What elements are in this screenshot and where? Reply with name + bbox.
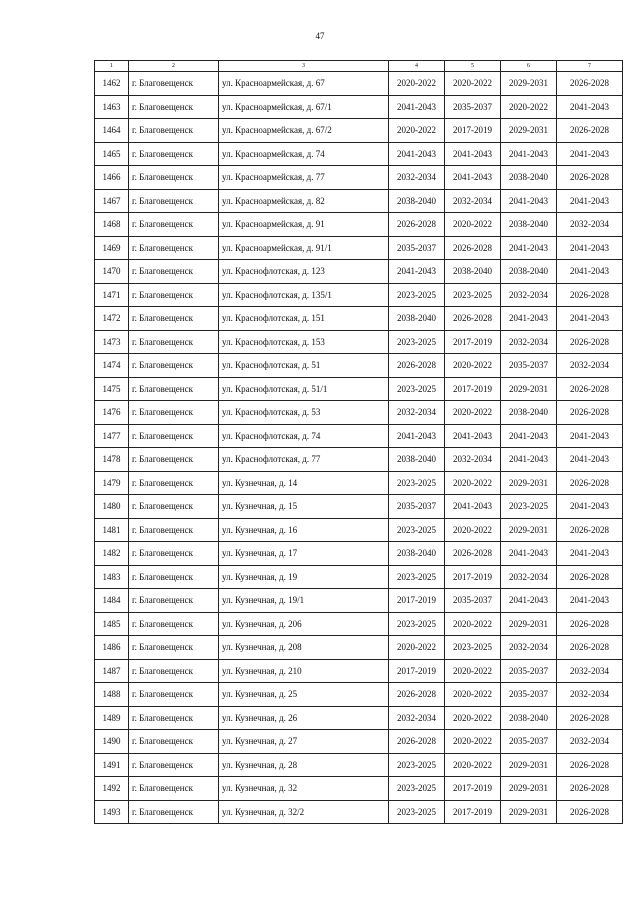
table-row bbox=[95, 354, 623, 378]
table-row bbox=[95, 800, 623, 824]
table-row bbox=[95, 612, 623, 636]
period-cell-6: 2029-2031 bbox=[501, 119, 557, 143]
city-cell: г. Благовещенск bbox=[129, 800, 219, 824]
period-cell-4: 2041-2043 bbox=[389, 142, 445, 166]
period-cell-4: 2035-2037 bbox=[389, 236, 445, 260]
period-cell-6: 2041-2043 bbox=[501, 307, 557, 331]
period-cell-7: 2026-2028 bbox=[557, 612, 623, 636]
table-row bbox=[95, 542, 623, 566]
row-number: 1462 bbox=[95, 72, 129, 96]
period-cell-7: 2032-2034 bbox=[557, 659, 623, 683]
period-cell-6: 2029-2031 bbox=[501, 753, 557, 777]
table-row bbox=[95, 401, 623, 425]
row-number: 1485 bbox=[95, 612, 129, 636]
period-cell-6: 2041-2043 bbox=[501, 424, 557, 448]
row-number: 1487 bbox=[95, 659, 129, 683]
city-cell: г. Благовещенск bbox=[129, 706, 219, 730]
period-cell-4: 2038-2040 bbox=[389, 542, 445, 566]
period-cell-6: 2032-2034 bbox=[501, 636, 557, 660]
table-row bbox=[95, 142, 623, 166]
row-number: 1466 bbox=[95, 166, 129, 190]
period-cell-6: 2041-2043 bbox=[501, 542, 557, 566]
period-cell-7: 2041-2043 bbox=[557, 95, 623, 119]
table-row bbox=[95, 119, 623, 143]
table-row bbox=[95, 636, 623, 660]
period-cell-5: 2017-2019 bbox=[445, 330, 501, 354]
period-cell-5: 2017-2019 bbox=[445, 800, 501, 824]
period-cell-7: 2026-2028 bbox=[557, 330, 623, 354]
city-cell: г. Благовещенск bbox=[129, 471, 219, 495]
city-cell: г. Благовещенск bbox=[129, 659, 219, 683]
period-cell-4: 2023-2025 bbox=[389, 471, 445, 495]
row-number: 1482 bbox=[95, 542, 129, 566]
period-cell-6: 2023-2025 bbox=[501, 495, 557, 519]
city-cell: г. Благовещенск bbox=[129, 236, 219, 260]
period-cell-5: 2026-2028 bbox=[445, 542, 501, 566]
period-cell-7: 2041-2043 bbox=[557, 260, 623, 284]
period-cell-4: 2026-2028 bbox=[389, 730, 445, 754]
city-cell: г. Благовещенск bbox=[129, 495, 219, 519]
address-cell: ул. Кузнечная, д. 19/1 bbox=[219, 589, 389, 613]
column-header-5: 5 bbox=[445, 61, 501, 72]
address-cell: ул. Кузнечная, д. 16 bbox=[219, 518, 389, 542]
address-cell: ул. Краснофлотская, д. 51 bbox=[219, 354, 389, 378]
period-cell-6: 2029-2031 bbox=[501, 777, 557, 801]
period-cell-4: 2026-2028 bbox=[389, 354, 445, 378]
address-cell: ул. Кузнечная, д. 32 bbox=[219, 777, 389, 801]
period-cell-6: 2032-2034 bbox=[501, 565, 557, 589]
row-number: 1463 bbox=[95, 95, 129, 119]
address-cell: ул. Красноармейская, д. 91/1 bbox=[219, 236, 389, 260]
period-cell-7: 2032-2034 bbox=[557, 683, 623, 707]
address-cell: ул. Кузнечная, д. 14 bbox=[219, 471, 389, 495]
city-cell: г. Благовещенск bbox=[129, 589, 219, 613]
row-number: 1475 bbox=[95, 377, 129, 401]
address-cell: ул. Кузнечная, д. 206 bbox=[219, 612, 389, 636]
address-cell: ул. Кузнечная, д. 26 bbox=[219, 706, 389, 730]
period-cell-4: 2041-2043 bbox=[389, 95, 445, 119]
city-cell: г. Благовещенск bbox=[129, 730, 219, 754]
period-cell-4: 2020-2022 bbox=[389, 72, 445, 96]
table-row bbox=[95, 283, 623, 307]
city-cell: г. Благовещенск bbox=[129, 777, 219, 801]
city-cell: г. Благовещенск bbox=[129, 753, 219, 777]
row-number: 1480 bbox=[95, 495, 129, 519]
period-cell-6: 2038-2040 bbox=[501, 213, 557, 237]
period-cell-5: 2017-2019 bbox=[445, 777, 501, 801]
city-cell: г. Благовещенск bbox=[129, 448, 219, 472]
address-cell: ул. Красноармейская, д. 82 bbox=[219, 189, 389, 213]
period-cell-5: 2020-2022 bbox=[445, 213, 501, 237]
row-number: 1479 bbox=[95, 471, 129, 495]
city-cell: г. Благовещенск bbox=[129, 330, 219, 354]
address-cell: ул. Краснофлотская, д. 135/1 bbox=[219, 283, 389, 307]
period-cell-5: 2041-2043 bbox=[445, 424, 501, 448]
period-cell-5: 2041-2043 bbox=[445, 495, 501, 519]
period-cell-7: 2041-2043 bbox=[557, 424, 623, 448]
period-cell-5: 2035-2037 bbox=[445, 95, 501, 119]
period-cell-7: 2026-2028 bbox=[557, 166, 623, 190]
period-cell-4: 2041-2043 bbox=[389, 424, 445, 448]
table-row bbox=[95, 213, 623, 237]
period-cell-7: 2026-2028 bbox=[557, 283, 623, 307]
period-cell-6: 2041-2043 bbox=[501, 142, 557, 166]
period-cell-5: 2020-2022 bbox=[445, 730, 501, 754]
table-row bbox=[95, 753, 623, 777]
period-cell-5: 2020-2022 bbox=[445, 72, 501, 96]
period-cell-4: 2023-2025 bbox=[389, 753, 445, 777]
period-cell-7: 2032-2034 bbox=[557, 730, 623, 754]
period-cell-4: 2041-2043 bbox=[389, 260, 445, 284]
period-cell-4: 2038-2040 bbox=[389, 307, 445, 331]
period-cell-7: 2041-2043 bbox=[557, 542, 623, 566]
city-cell: г. Благовещенск bbox=[129, 518, 219, 542]
period-cell-5: 2020-2022 bbox=[445, 518, 501, 542]
period-cell-7: 2026-2028 bbox=[557, 753, 623, 777]
period-cell-6: 2032-2034 bbox=[501, 283, 557, 307]
column-header-2: 2 bbox=[129, 61, 219, 72]
period-cell-7: 2026-2028 bbox=[557, 401, 623, 425]
table-row bbox=[95, 72, 623, 96]
table-row bbox=[95, 307, 623, 331]
address-cell: ул. Кузнечная, д. 210 bbox=[219, 659, 389, 683]
period-cell-6: 2029-2031 bbox=[501, 518, 557, 542]
city-cell: г. Благовещенск bbox=[129, 636, 219, 660]
address-cell: ул. Кузнечная, д. 32/2 bbox=[219, 800, 389, 824]
period-cell-7: 2026-2028 bbox=[557, 706, 623, 730]
row-number: 1472 bbox=[95, 307, 129, 331]
period-cell-5: 2023-2025 bbox=[445, 636, 501, 660]
address-cell: ул. Краснофлотская, д. 51/1 bbox=[219, 377, 389, 401]
row-number: 1471 bbox=[95, 283, 129, 307]
city-cell: г. Благовещенск bbox=[129, 565, 219, 589]
table-row bbox=[95, 518, 623, 542]
period-cell-6: 2035-2037 bbox=[501, 730, 557, 754]
schedule-table bbox=[94, 60, 623, 824]
period-cell-7: 2026-2028 bbox=[557, 777, 623, 801]
period-cell-7: 2041-2043 bbox=[557, 236, 623, 260]
period-cell-6: 2038-2040 bbox=[501, 401, 557, 425]
row-number: 1481 bbox=[95, 518, 129, 542]
table-row bbox=[95, 330, 623, 354]
address-cell: ул. Красноармейская, д. 67/2 bbox=[219, 119, 389, 143]
table-row bbox=[95, 189, 623, 213]
period-cell-5: 2020-2022 bbox=[445, 612, 501, 636]
table-body bbox=[95, 72, 623, 824]
period-cell-4: 2020-2022 bbox=[389, 119, 445, 143]
period-cell-6: 2038-2040 bbox=[501, 706, 557, 730]
city-cell: г. Благовещенск bbox=[129, 354, 219, 378]
period-cell-7: 2026-2028 bbox=[557, 800, 623, 824]
city-cell: г. Благовещенск bbox=[129, 401, 219, 425]
row-number: 1470 bbox=[95, 260, 129, 284]
address-cell: ул. Кузнечная, д. 15 bbox=[219, 495, 389, 519]
address-cell: ул. Кузнечная, д. 27 bbox=[219, 730, 389, 754]
period-cell-4: 2032-2034 bbox=[389, 401, 445, 425]
table-row bbox=[95, 683, 623, 707]
row-number: 1490 bbox=[95, 730, 129, 754]
period-cell-4: 2023-2025 bbox=[389, 518, 445, 542]
period-cell-7: 2026-2028 bbox=[557, 119, 623, 143]
period-cell-5: 2041-2043 bbox=[445, 166, 501, 190]
period-cell-7: 2032-2034 bbox=[557, 354, 623, 378]
address-cell: ул. Кузнечная, д. 25 bbox=[219, 683, 389, 707]
period-cell-5: 2035-2037 bbox=[445, 589, 501, 613]
period-cell-4: 2038-2040 bbox=[389, 189, 445, 213]
address-cell: ул. Красноармейская, д. 67/1 bbox=[219, 95, 389, 119]
period-cell-7: 2041-2043 bbox=[557, 448, 623, 472]
city-cell: г. Благовещенск bbox=[129, 142, 219, 166]
address-cell: ул. Кузнечная, д. 208 bbox=[219, 636, 389, 660]
period-cell-7: 2026-2028 bbox=[557, 72, 623, 96]
table-row bbox=[95, 448, 623, 472]
period-cell-4: 2038-2040 bbox=[389, 448, 445, 472]
address-cell: ул. Красноармейская, д. 74 bbox=[219, 142, 389, 166]
city-cell: г. Благовещенск bbox=[129, 307, 219, 331]
period-cell-6: 2032-2034 bbox=[501, 330, 557, 354]
address-cell: ул. Кузнечная, д. 17 bbox=[219, 542, 389, 566]
row-number: 1476 bbox=[95, 401, 129, 425]
address-cell: ул. Краснофлотская, д. 74 bbox=[219, 424, 389, 448]
period-cell-4: 2023-2025 bbox=[389, 800, 445, 824]
city-cell: г. Благовещенск bbox=[129, 260, 219, 284]
city-cell: г. Благовещенск bbox=[129, 119, 219, 143]
row-number: 1464 bbox=[95, 119, 129, 143]
city-cell: г. Благовещенск bbox=[129, 213, 219, 237]
column-header-3: 3 bbox=[219, 61, 389, 72]
address-cell: ул. Красноармейская, д. 67 bbox=[219, 72, 389, 96]
row-number: 1465 bbox=[95, 142, 129, 166]
table-row bbox=[95, 706, 623, 730]
period-cell-7: 2026-2028 bbox=[557, 377, 623, 401]
row-number: 1483 bbox=[95, 565, 129, 589]
city-cell: г. Благовещенск bbox=[129, 72, 219, 96]
period-cell-4: 2023-2025 bbox=[389, 283, 445, 307]
period-cell-7: 2041-2043 bbox=[557, 495, 623, 519]
period-cell-6: 2020-2022 bbox=[501, 95, 557, 119]
period-cell-4: 2023-2025 bbox=[389, 377, 445, 401]
period-cell-7: 2026-2028 bbox=[557, 471, 623, 495]
period-cell-7: 2026-2028 bbox=[557, 518, 623, 542]
period-cell-5: 2020-2022 bbox=[445, 753, 501, 777]
city-cell: г. Благовещенск bbox=[129, 683, 219, 707]
period-cell-4: 2017-2019 bbox=[389, 589, 445, 613]
row-number: 1486 bbox=[95, 636, 129, 660]
column-header-6: 6 bbox=[501, 61, 557, 72]
row-number: 1484 bbox=[95, 589, 129, 613]
row-number: 1467 bbox=[95, 189, 129, 213]
table-row bbox=[95, 471, 623, 495]
period-cell-7: 2026-2028 bbox=[557, 636, 623, 660]
period-cell-4: 2023-2025 bbox=[389, 612, 445, 636]
period-cell-6: 2038-2040 bbox=[501, 260, 557, 284]
period-cell-5: 2017-2019 bbox=[445, 119, 501, 143]
period-cell-7: 2032-2034 bbox=[557, 213, 623, 237]
row-number: 1468 bbox=[95, 213, 129, 237]
row-number: 1478 bbox=[95, 448, 129, 472]
table-row bbox=[95, 377, 623, 401]
city-cell: г. Благовещенск bbox=[129, 189, 219, 213]
period-cell-4: 2032-2034 bbox=[389, 706, 445, 730]
period-cell-6: 2041-2043 bbox=[501, 589, 557, 613]
row-number: 1473 bbox=[95, 330, 129, 354]
period-cell-5: 2026-2028 bbox=[445, 236, 501, 260]
city-cell: г. Благовещенск bbox=[129, 166, 219, 190]
table-row bbox=[95, 95, 623, 119]
period-cell-4: 2023-2025 bbox=[389, 565, 445, 589]
period-cell-5: 2017-2019 bbox=[445, 565, 501, 589]
period-cell-6: 2041-2043 bbox=[501, 236, 557, 260]
table-row bbox=[95, 730, 623, 754]
address-cell: ул. Красноармейская, д. 77 bbox=[219, 166, 389, 190]
period-cell-5: 2020-2022 bbox=[445, 683, 501, 707]
period-cell-4: 2026-2028 bbox=[389, 683, 445, 707]
period-cell-7: 2041-2043 bbox=[557, 307, 623, 331]
address-cell: ул. Кузнечная, д. 19 bbox=[219, 565, 389, 589]
address-cell: ул. Краснофлотская, д. 151 bbox=[219, 307, 389, 331]
table-row bbox=[95, 166, 623, 190]
period-cell-4: 2032-2034 bbox=[389, 166, 445, 190]
address-cell: ул. Краснофлотская, д. 153 bbox=[219, 330, 389, 354]
period-cell-6: 2035-2037 bbox=[501, 354, 557, 378]
period-cell-5: 2038-2040 bbox=[445, 260, 501, 284]
period-cell-6: 2041-2043 bbox=[501, 448, 557, 472]
table-row bbox=[95, 424, 623, 448]
row-number: 1492 bbox=[95, 777, 129, 801]
row-number: 1491 bbox=[95, 753, 129, 777]
period-cell-6: 2029-2031 bbox=[501, 612, 557, 636]
period-cell-5: 2020-2022 bbox=[445, 471, 501, 495]
period-cell-6: 2035-2037 bbox=[501, 683, 557, 707]
page-number: 47 bbox=[315, 31, 325, 41]
address-cell: ул. Краснофлотская, д. 123 bbox=[219, 260, 389, 284]
period-cell-6: 2029-2031 bbox=[501, 800, 557, 824]
period-cell-5: 2020-2022 bbox=[445, 706, 501, 730]
column-header-1: 1 bbox=[95, 61, 129, 72]
period-cell-6: 2029-2031 bbox=[501, 471, 557, 495]
row-number: 1477 bbox=[95, 424, 129, 448]
period-cell-5: 2017-2019 bbox=[445, 377, 501, 401]
row-number: 1489 bbox=[95, 706, 129, 730]
table-row bbox=[95, 260, 623, 284]
period-cell-5: 2023-2025 bbox=[445, 283, 501, 307]
period-cell-4: 2023-2025 bbox=[389, 777, 445, 801]
address-cell: ул. Краснофлотская, д. 53 bbox=[219, 401, 389, 425]
period-cell-5: 2041-2043 bbox=[445, 142, 501, 166]
period-cell-5: 2026-2028 bbox=[445, 307, 501, 331]
address-cell: ул. Кузнечная, д. 28 bbox=[219, 753, 389, 777]
table-row bbox=[95, 565, 623, 589]
city-cell: г. Благовещенск bbox=[129, 424, 219, 448]
period-cell-6: 2038-2040 bbox=[501, 166, 557, 190]
city-cell: г. Благовещенск bbox=[129, 283, 219, 307]
period-cell-6: 2029-2031 bbox=[501, 377, 557, 401]
row-number: 1469 bbox=[95, 236, 129, 260]
column-header-4: 4 bbox=[389, 61, 445, 72]
period-cell-5: 2032-2034 bbox=[445, 448, 501, 472]
period-cell-7: 2041-2043 bbox=[557, 189, 623, 213]
period-cell-5: 2020-2022 bbox=[445, 659, 501, 683]
table-row bbox=[95, 777, 623, 801]
period-cell-4: 2023-2025 bbox=[389, 330, 445, 354]
period-cell-4: 2017-2019 bbox=[389, 659, 445, 683]
city-cell: г. Благовещенск bbox=[129, 542, 219, 566]
header-row bbox=[95, 61, 623, 72]
address-cell: ул. Красноармейская, д. 91 bbox=[219, 213, 389, 237]
city-cell: г. Благовещенск bbox=[129, 612, 219, 636]
table-row bbox=[95, 495, 623, 519]
table-row bbox=[95, 659, 623, 683]
period-cell-5: 2020-2022 bbox=[445, 401, 501, 425]
address-cell: ул. Краснофлотская, д. 77 bbox=[219, 448, 389, 472]
column-header-7: 7 bbox=[557, 61, 623, 72]
period-cell-4: 2035-2037 bbox=[389, 495, 445, 519]
table-row bbox=[95, 589, 623, 613]
period-cell-5: 2032-2034 bbox=[445, 189, 501, 213]
city-cell: г. Благовещенск bbox=[129, 377, 219, 401]
row-number: 1488 bbox=[95, 683, 129, 707]
city-cell: г. Благовещенск bbox=[129, 95, 219, 119]
period-cell-5: 2020-2022 bbox=[445, 354, 501, 378]
period-cell-7: 2041-2043 bbox=[557, 589, 623, 613]
period-cell-6: 2029-2031 bbox=[501, 72, 557, 96]
period-cell-6: 2041-2043 bbox=[501, 189, 557, 213]
period-cell-7: 2026-2028 bbox=[557, 565, 623, 589]
period-cell-6: 2035-2037 bbox=[501, 659, 557, 683]
row-number: 1493 bbox=[95, 800, 129, 824]
period-cell-4: 2026-2028 bbox=[389, 213, 445, 237]
row-number: 1474 bbox=[95, 354, 129, 378]
period-cell-4: 2020-2022 bbox=[389, 636, 445, 660]
period-cell-7: 2041-2043 bbox=[557, 142, 623, 166]
table-row bbox=[95, 236, 623, 260]
